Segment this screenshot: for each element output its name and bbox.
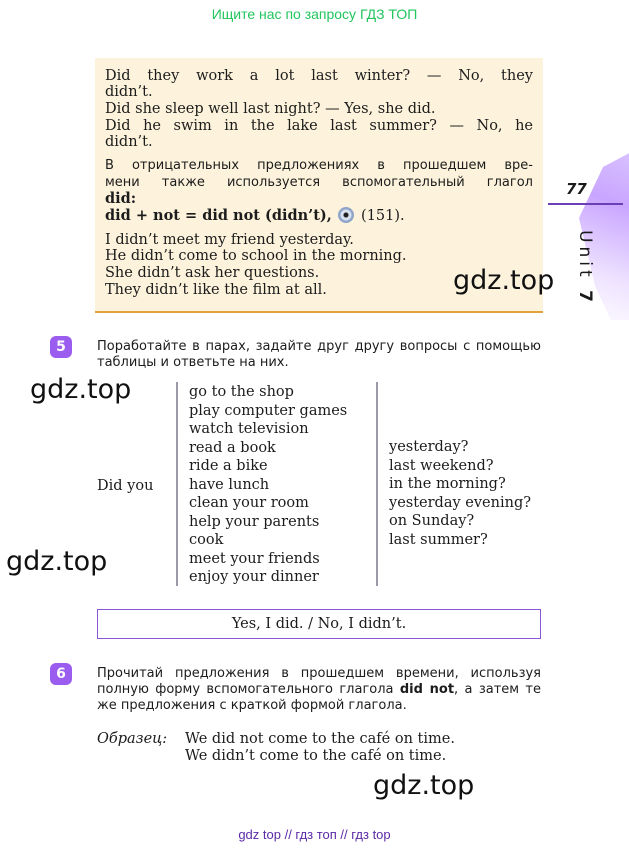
exercise-6-instruction (97, 666, 541, 714)
footer-links[interactable]: gdz top // гдз топ // гдз top (238, 827, 391, 842)
activity-item: play computer games (189, 402, 348, 419)
unit-word: Unit (575, 230, 595, 281)
exercise-5-badge: 5 (50, 336, 72, 358)
example-label (97, 731, 167, 748)
instruction-line: же предложения с краткой формой глагола. (97, 698, 407, 713)
activity-item: watch television (189, 421, 309, 437)
times-column (389, 438, 531, 549)
activity-item: have lunch (189, 476, 270, 493)
watermark: gdz.top (453, 265, 555, 296)
rule-example-line: Did she sleep well last night? — Yes, she did. (105, 101, 436, 117)
activities-column (189, 383, 347, 587)
instruction-bold: did not (399, 682, 455, 697)
activity-item: go to the shop (189, 384, 294, 400)
table-divider-right (376, 382, 378, 586)
negative-example: She didn’t ask her questions. (105, 265, 320, 281)
activity-item: ride a bike (189, 458, 268, 474)
exercise-5-instruction (97, 339, 541, 371)
watermark: gdz.top (373, 770, 475, 801)
page-number: 77 (566, 180, 587, 198)
activity-item: help your parents (189, 513, 320, 530)
time-item: yesterday evening? (389, 494, 532, 511)
time-item: yesterday? (389, 439, 469, 455)
instruction-line: Прочитай предложения в прошедшем времени, используя (97, 666, 541, 681)
activity-item: clean your room (189, 495, 309, 511)
instruction-text: , а затем те (454, 682, 541, 697)
activity-item: cook (189, 532, 224, 548)
formula-text: did + not = did not (didn’t), (105, 207, 332, 224)
answer-box: Yes, I did. / No, I didn’t. (97, 609, 541, 639)
unit-label (575, 223, 595, 313)
subject-cell (97, 477, 153, 496)
time-item: last weekend? (389, 457, 494, 474)
rule-example-line: didn’t. (105, 134, 153, 150)
negative-example: He didn’t come to school in the morning. (105, 248, 407, 264)
rule-formula (105, 207, 405, 225)
page-number-underline (548, 203, 623, 205)
instruction-line: Поработайте в парах, задайте друг другу вопросы с помощью (97, 339, 541, 354)
example-label-text: Образец: (97, 731, 168, 747)
instruction-line (97, 682, 541, 698)
negative-example: They didn’t like the film at all. (105, 282, 327, 298)
time-item: in the morning? (389, 476, 506, 492)
watermark: gdz.top (30, 374, 132, 405)
table-divider-left (176, 382, 178, 586)
activity-item: read a book (189, 439, 276, 456)
rule-text: В отрицательных предложениях в прошедшем вре- (105, 158, 533, 173)
rule-example-line: Did they work a lot last winter? — No, they (105, 68, 533, 84)
audio-disc-icon[interactable] (338, 207, 354, 223)
instruction-text: полную форму вспомогательного глагола (97, 682, 400, 697)
audio-track-number: (151). (361, 208, 405, 224)
watermark: gdz.top (6, 546, 108, 577)
rule-aux-verb: did: (105, 190, 137, 207)
example-full: We did not come to the café on time. (185, 731, 455, 747)
top-banner[interactable]: Ищите нас по запросу ГДЗ ТОП (211, 6, 418, 22)
rule-example-line: Did he swim in the lake last summer? — No, he (105, 118, 533, 134)
example-short: We didn’t come to the café on time. (185, 748, 447, 764)
subject-text: Did you (97, 478, 154, 494)
unit-number: 7 (575, 290, 595, 306)
activity-item: meet your friends (189, 550, 320, 567)
activity-item: enjoy your dinner (189, 569, 319, 585)
exercise-6-badge: 6 (50, 663, 72, 685)
rule-example-line: didn’t. (105, 84, 153, 100)
negative-example: I didn’t meet my friend yesterday. (105, 232, 354, 248)
rule-text: мени также используется вспомогательный глагол (105, 175, 533, 190)
time-item: last summer? (389, 531, 488, 548)
instruction-line: таблицы и ответьте на них. (97, 355, 289, 370)
rule-box-underline (95, 311, 543, 313)
time-item: on Sunday? (389, 513, 475, 529)
